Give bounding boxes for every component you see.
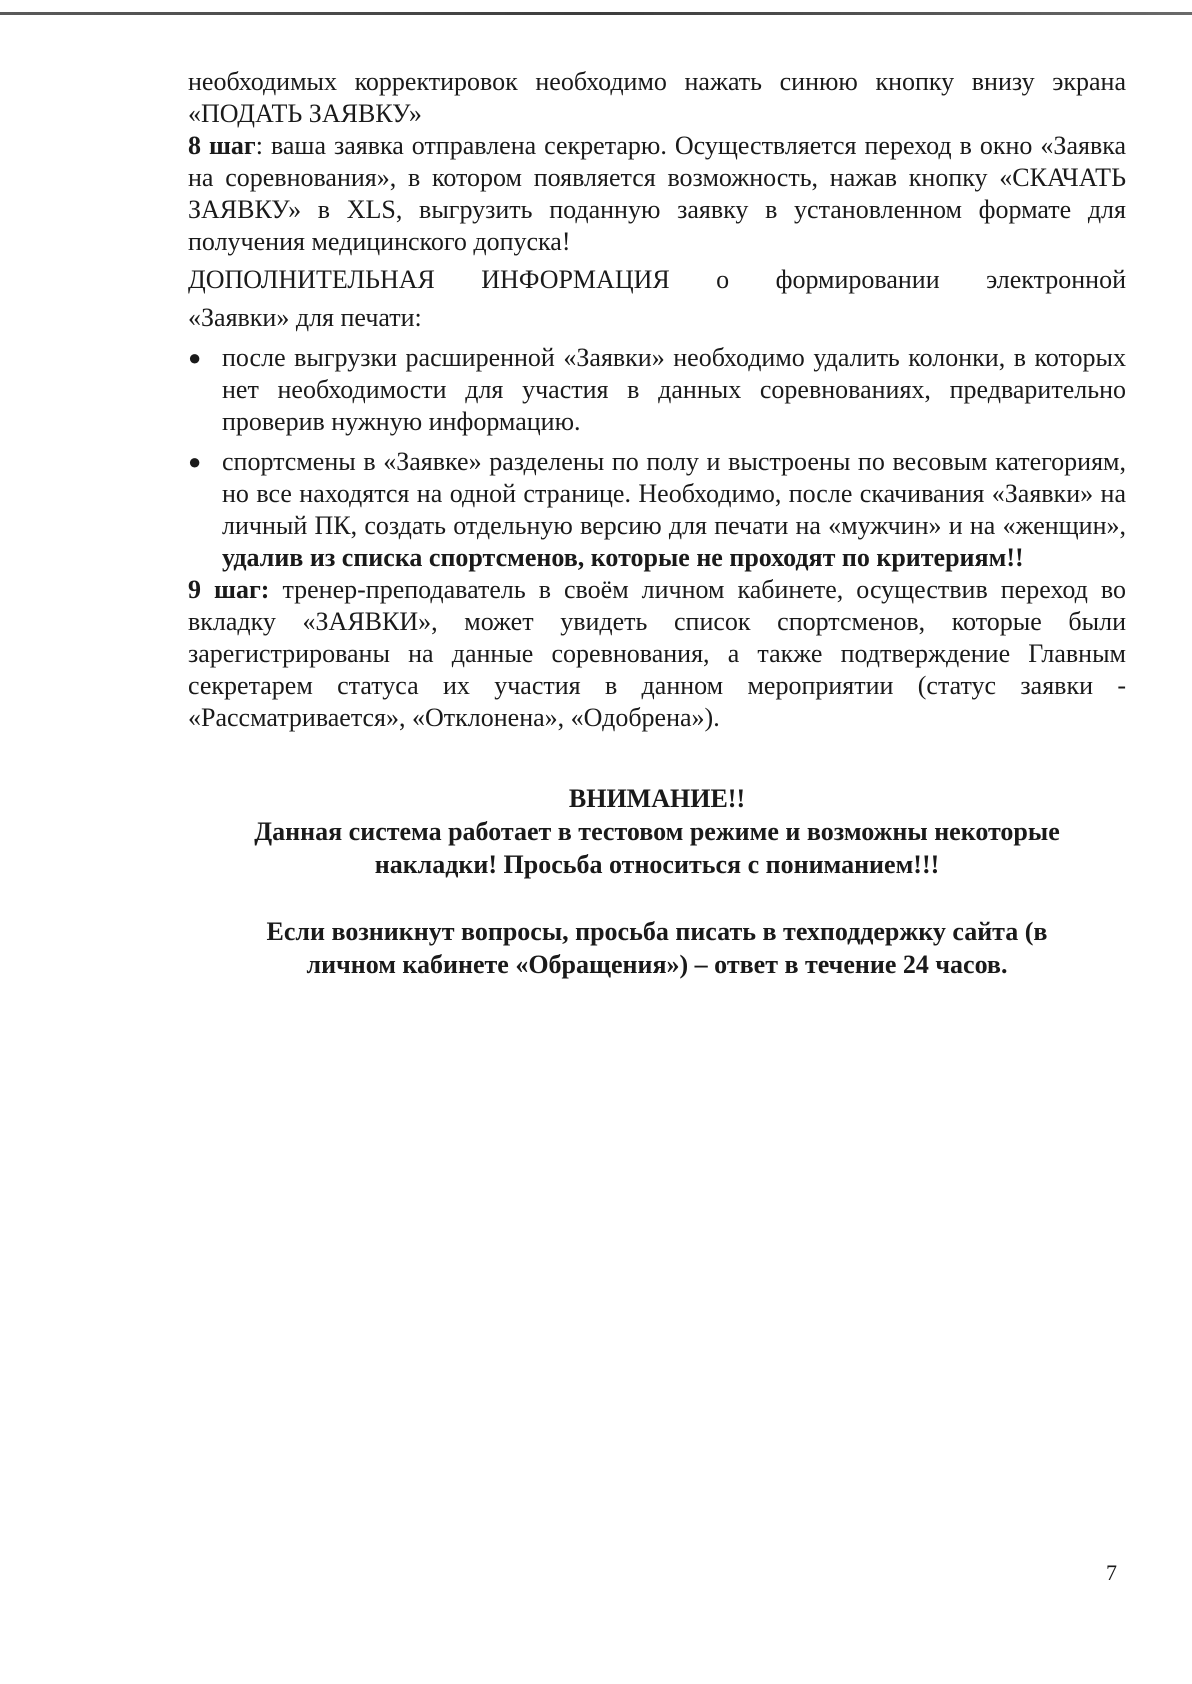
step-8-label: 8 шаг	[188, 131, 256, 160]
contact-block	[188, 915, 1126, 981]
extra-info-heading: ДОПОЛНИТЕЛЬНАЯ ИНФОРМАЦИЯ о формировании электронной	[188, 265, 1126, 294]
contact-line-1: Если возникнут вопросы, просьба писать в техподдержку сайта (в	[266, 917, 1048, 946]
bullet-2-text: спортсмены в «Заявке» разделены по полу и выстроены по весовым категориям, но все находятся на одной странице. Необходимо, после скачивания «Заявки» на личный ПК, создать отдельную версию для печати на «мужчин» и на «женщин»,	[222, 447, 1126, 540]
page-number: 7	[1106, 1560, 1117, 1585]
bullet-item-2	[188, 446, 1126, 574]
bullet-2-bold: удалив из списка спортсменов, которые не проходят по критериям!!	[222, 543, 1024, 572]
bullet-icon: ●	[188, 449, 202, 474]
intro-line-2: «ПОДАТЬ ЗАЯВКУ»	[188, 99, 422, 128]
step-8-paragraph	[188, 130, 1126, 258]
bullet-2-content	[222, 446, 1126, 574]
intro-line-1: необходимых корректировок необходимо нажать синюю кнопку внизу экрана	[188, 67, 1126, 96]
step-9-text: тренер-преподаватель в своём личном кабинете, осуществив переход во вкладку «ЗАЯВКИ», может увидеть список спортсменов, которые были зарегистрированы на данные соревнования, а также подтверждение Главным секретарем статуса их участия в данном мероприятии (статус заявки - «Рассматривается», «Отклонена», «Одобрена»).	[188, 575, 1126, 732]
bullet-item-1	[188, 342, 1126, 438]
document-body	[188, 66, 1126, 981]
step-8-text: : ваша заявка отправлена секретарю. Осуществляется переход в окно «Заявка на соревнования», в котором появляется возможность, нажав кнопку «СКАЧАТЬ ЗАЯВКУ» в XLS, выгрузить поданную заявку в установленном формате для получения медицинского допуска!	[188, 131, 1126, 256]
scan-top-edge	[0, 12, 1192, 15]
bullet-1-text: после выгрузки расширенной «Заявки» необходимо удалить колонки, в которых нет необходимости для участия в данных соревнованиях, предварительно проверив нужную информацию.	[222, 343, 1126, 436]
step-9-label: 9 шаг:	[188, 575, 270, 604]
extra-info-heading-cont: «Заявки» для печати:	[188, 303, 422, 332]
notice-line-1: Данная система работает в тестовом режиме и возможны некоторые	[254, 817, 1060, 846]
step-9-paragraph	[188, 574, 1126, 734]
notice-block	[188, 782, 1126, 881]
notice-title: ВНИМАНИЕ!!	[568, 784, 746, 813]
notice-line-2: накладки! Просьба относиться с пониманием!!!	[374, 850, 940, 879]
contact-line-2: личном кабинете «Обращения») – ответ в течение 24 часов.	[306, 950, 1008, 979]
bullet-icon: ●	[188, 345, 202, 370]
